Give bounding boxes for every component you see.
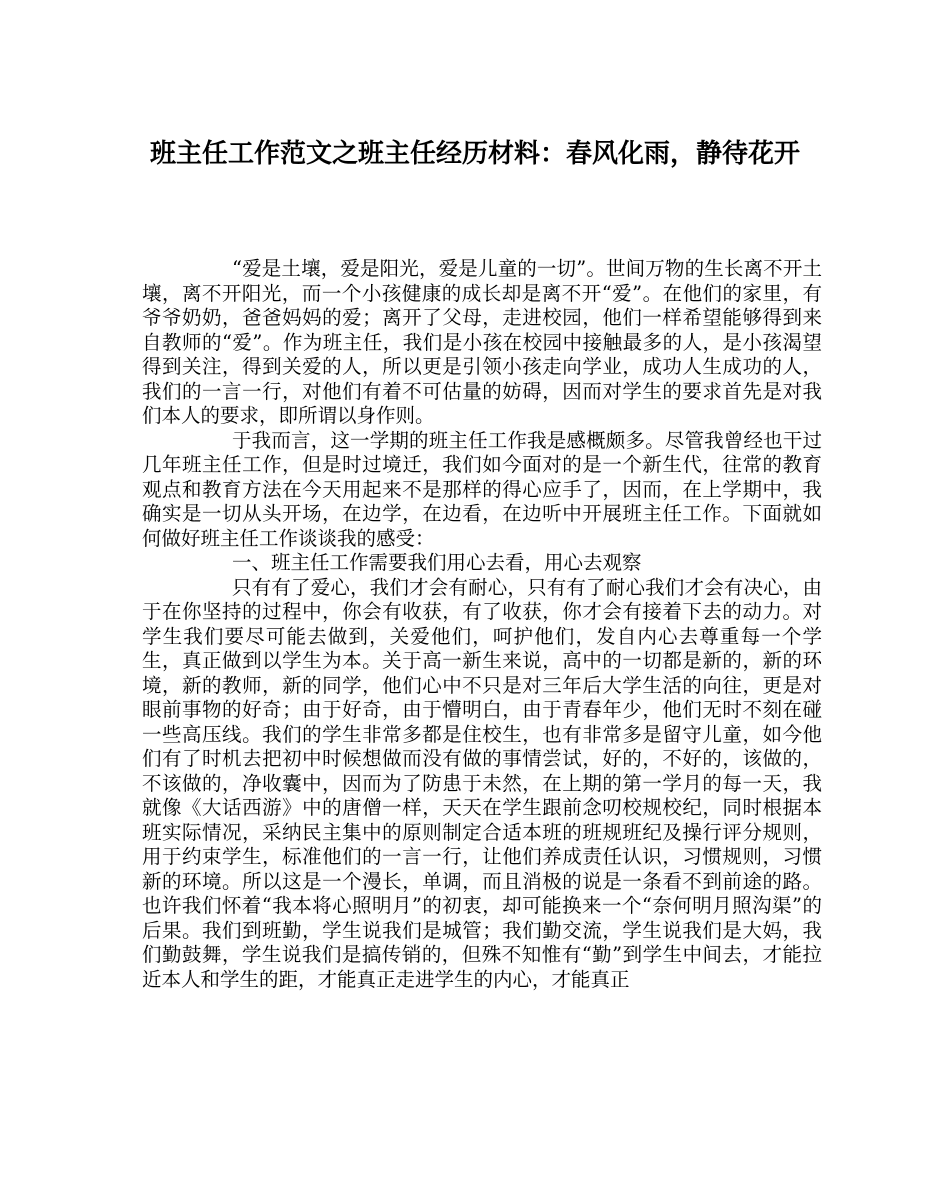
paragraph-semester-reflection: 于我而言，这一学期的班主任工作我是感概颇多。尽管我曾经也干过几年班主任工作，但是时过境迁，我们如今面对的是一个新生代，往常的教育观点和教育方法在今天用起来不是那样的得心应手了，因而，在上学期中，我确实是一切从头开场，在边学，在边看，在边听中开展班主任工作。下面就如何做好班主任工作谈谈我的感受：: [142, 428, 822, 550]
paragraph-patience: 只有有了爱心，我们才会有耐心，只有有了耐心我们才会有决心，由于在你坚持的过程中，你会有收获，有了收获，你才会有接着下去的动力。对学生我们要尽可能去做到，关爱他们，呵护他们，发自内心去尊重每一个学生，真正做到以学生为本。关于高一新生来说，高中的一切都是新的，新的环境，新的教师，新的同学，他们心中不只是对三年后大学生活的向往，更是对眼前事物的好奇；由于好奇，由于懵明白，由于青春年少，他们无时不刻在碰一些高压线。我们的学生非常多都是住校生，也有非常多是留守儿童，如今他们有了时机去把初中时候想做而没有做的事情尝试，好的，不好的，该做的，不该做的，净收囊中，因而为了防患于未然，在上期的第一学月的每一天，我就像《大话西游》中的唐僧一样，天天在学生跟前念叨校规校纪，同时根据本班实际情况，采纳民主集中的原则制定合适本班的班规班纪及操行评分规则，用于约束学生，标准他们的一言一行，让他们养成责任认识，习惯规则，习惯新的环境。所以这是一个漫长，单调，而且消极的说是一条看不到前途的路。也许我们怀着“我本将心照明月”的初衷，却可能换来一个“奈何明月照沟渠”的后果。我们到班勤，学生说我们是城管；我们勤交流，学生说我们是大妈，我们勤鼓舞，学生说我们是搞传销的，但殊不知惟有“勤”到学生中间去，才能拉近本人和学生的距，才能真正走进学生的内心，才能真正: [142, 575, 822, 991]
document-title: 班主任工作范文之班主任经历材料：春风化雨，静待花开: [149, 139, 800, 169]
section-heading-1: 一、班主任工作需要我们用心去看，用心去观察: [232, 551, 642, 574]
paragraph-love-intro: “爱是土壤，爱是阳光，爱是儿童的一切”。世间万物的生长离不开土壤，离不开阳光，而一个小孩健康的成长却是离不开“爱”。在他们的家里，有爷爷奶奶，爸爸妈妈的爱；离开了父母，走进校园，他们一样希望能够得到来自教师的“爱”。作为班主任，我们是小孩在校园中接触最多的人，是小孩渴望得到关注，得到关爱的人，所以更是引领小孩走向学业，成功人生成功的人，我们的一言一行，对他们有着不可估量的妨碍，因而对学生的要求首先是对我们本人的要求，即所谓以身作则。: [142, 257, 822, 427]
document-body: [142, 257, 822, 992]
